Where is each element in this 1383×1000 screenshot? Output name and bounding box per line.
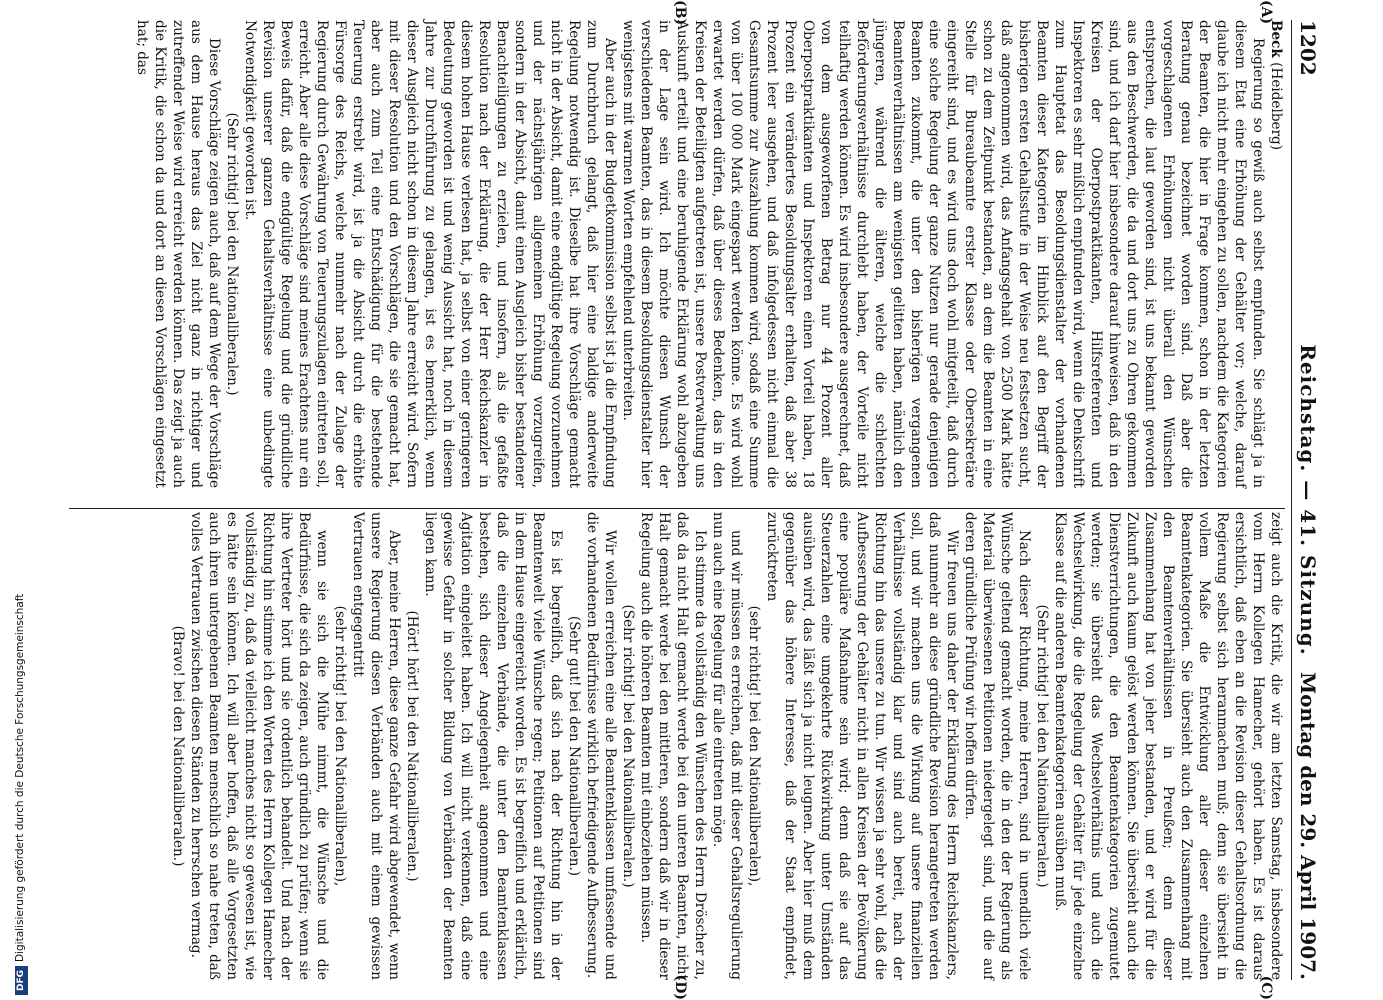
interjection: (Sehr richtig! bei den Nationalliberalen.) xyxy=(620,604,636,888)
text-columns xyxy=(69,0,1291,1000)
margin-marker-c: (C) xyxy=(1258,975,1274,1000)
page-number: 1202 xyxy=(1296,20,1320,76)
session-title: Reichstag. — 41. Sitzung. xyxy=(1296,344,1320,656)
paragraph: Wir freuen uns daher der Erklärung des Herrn Reichskanzlers, daß nunmehr an diese gründliche Revision herangetreten werden soll, und wir machen uns die Wirkung auf unsere finanziellen Verhältnisse vollständig klar und sind auch bereit, nach der Richtung hin das unsere zu tun. Wir wissen ja sehr wohl, daß die Aufbesserung der Gehälter nicht in allen Kreisen der Bevölkerung eine populäre Maßnahme sein wird; denn daß sie auf das Steuerzahlen eine umgekehrte Rückwirkung unter Umständen ausüben wird, das läßt sich ja nicht leugnen. Aber hier muß dem gegenüber das höhere Interesse, daß der Staat empfindet, zurücktreten xyxy=(764,512,960,980)
paragraph: wenn sie sich die Mühe nimmt, die Wünsche und die Bedürfnisse, die sich da zeigen, auch gründlich zu prüfen; wenn sie ihre Vertreter hört und sie ordentlich behandelt. Und nach der Richtung hin stimme ich den Worten des Herrn Kollegen Hamecher vollständig zu, daß da vielleicht manches nicht so gewesen ist, wie es hätte sein können. Ich will aber hoffen, daß alle Vorgesetzten auch ihren untergebenen Beamten menschlich so nahe treten, daß volles Vertrauen zwischen diesen Ständen zu herrschen vermag. xyxy=(188,512,330,980)
column-divider xyxy=(69,508,1285,509)
digitization-credit xyxy=(14,0,28,995)
margin-marker-d: (D) xyxy=(672,974,688,1000)
paragraph: und wir müssen es erreichen, daß mit dieser Gehaltsregulierung nun auch eine Regelung für alle eintreten möge. xyxy=(710,512,744,980)
interjection: (Bravo! bei den Nationalliberalen.) xyxy=(170,625,186,867)
margin-marker-b: (B) xyxy=(672,0,688,26)
paragraph: Ich stimme da vollständig den Wünschen des Herrn Dröscher zu, daß da nicht Halt gemacht werde bei den unteren Beamten, nicht Halt gemacht werde bei den mittleren, sondern daß wir in dieser Regelung auch die höheren Beamten mit einbeziehen müssen. xyxy=(638,512,708,980)
paragraph: zeigt auch die Kritik, die wir am letzten Samstag, insbesondere vom Herrn Kollegen Hamecher, gehört haben. Es ist daraus ersichtlich, daß eben an die Revision dieser Gehaltsordnung die Regierung selbst sich heranmachen muß; denn sie übersieht in vollem Maße die Entwicklung aller dieser einzelnen Beamtenkategorien. Sie übersieht auch den Zusammenhang mit den Beamtenverhältnissen in Preußen; denn dieser Zusammenhang hat von jeher bestanden, und er wird für die Zukunft auch kaum gelöst werden können. Sie übersieht auch die Dienstverrichtungen, die den Beamtenkategorien zugemutet werden; sie übersieht das Wechselverhältnis und auch die Wechselwirkung, die die Regelung der Gehälter für jede einzelne Klasse auf die anderen Beamtenkategorien ausüben muß. xyxy=(1052,512,1284,980)
interjection: (Sehr richtig! bei den Nationalliberalen.) xyxy=(1034,604,1050,888)
dfg-logo: DFG xyxy=(15,966,28,995)
paragraph: Nach dieser Richtung, meine Herren, sind in unendlich viele Wünsche geltend gemacht worden, die in den der Regierung als Material überwiesenen Petitionen niedergelegt sind, und die auf deren gründliche Prüfung wir hoffen dürfen. xyxy=(962,512,1032,980)
speaker-line xyxy=(1267,20,1285,488)
paragraph: Wir wollen erreichen eine alle Beamtenklassen umfassende und die vorhandenen Bedürfnisse wirklich befriedigende Aufbesserung. xyxy=(584,512,618,980)
paragraph: Regierung so gewiß auch selbst empfunden. Sie schlägt ja in diesem Etat eine Erhöhung der Gehälter vor; welche, darauf glaube ich nicht mehr eingehen zu sollen, nachdem die Kategorien der Beamten, die hier in Frage kommen, schon in der letzten Beratung genau bezeichnet worden sind. Daß aber die vorgeschlagenen Erhöhungen nicht überall den Wünschen entsprechen, die laut geworden sind, ist uns bekannt geworden aus den Beschwerden, die da und dort uns zu Ohren gekommen sind, und ich darf hier insbesondere darauf hinweisen, daß in den Kreisen der Oberpostpraktikanten, Hilfsreferenten und Inspektoren es sehr mißlich empfunden wird, wenn die Denkschrift zum Hauptetat das Besoldungsdienstalter der vorhandenen Beamten dieser Kategorien im Hinblick auf den Begriff der bisherigen ersten Gehaltsstufe in der Weise neu festsetzen sucht, daß angenommen wird, das Anfangsgehalt von 2500 Mark hätte schon zu dem Zeitpunkt bestanden, an dem die Beamten in eine Stelle für Bureaubeamte erster Klasse oder Obersekretäre eingereiht sind, und es wird uns doch wohl mitgeteilt, daß durch eine solche Regelung der ganze Nutzen nur gerade denjenigen Beamten zukommt, die unter den bisherigen vergangenen Beamtenverhältnissen am wenigsten gelitten haben, nämlich den jüngeren, während die älteren, welche die schlechten Beförderungsverhältnisse durchlebt haben, der Vorteile nicht teilhaftig werden können. Es wird insbesondere ausgerechnet, daß von dem ausgeworfenen Betrag nur 44 Prozent aller Oberpostpraktikanten und Inspektoren einen Vorteil haben, 18 Prozent ein verändertes Besoldungsalter erhalten, daß aber 38 Prozent leer ausgehen, und daß infolgedessen nicht einmal die Gesamtsumme zur Auszahlung kommen wird, sodaß eine Summe von über 100 000 Mark eingespart werden könne. Es wird wohl erwartet werden dürfen, daß über dieses Bedenken, das in den Kreisen der Beteiligten aufgetreten ist, unsere Postverwaltung uns Auskunft erteilt und eine beruhigende Erklärung wohl abzugeben in der Lage sein wird. Ich möchte diesen Wunsch der verschiedenen Beamten, das in diesem Besoldungsdienstalter hier wenigstens mit warmen Worten empfehlend unterbreiten. xyxy=(620,20,1266,488)
credit-text: Digitalisierung gefördert durch die Deutsche Forschungsgemeinschaft xyxy=(14,593,26,962)
right-column xyxy=(69,512,1285,1000)
interjection: (sehr richtig! bei den Nationalliberalen), xyxy=(332,605,348,887)
session-date: Montag den 29. April 1907. xyxy=(1296,672,1320,980)
speaker-name: Beck xyxy=(1268,20,1284,58)
paragraph: Aber, meine Herren, diese ganze Gefahr wird abgewendet, wenn unsere Regierung diesen Verbänden auch mit einem gewissen Vertrauen entgegentritt xyxy=(350,512,402,980)
page-header xyxy=(1291,20,1322,980)
paragraph: Diese Vorschläge zeigen auch, daß auf dem Wege der Vorschläge aus dem Hause heraus das Ziel nicht ganz in richtiger und zutreffender Weise wird erreicht werden können. Das zeigt ja auch die Kritik, die schon da und dort an diesen Vorschlägen eingesetzt hat; das xyxy=(134,20,222,488)
speaker-note: (Heidelberg) xyxy=(1268,62,1284,151)
interjection: (Sehr gut! bei den Nationalliberalen.) xyxy=(566,615,582,877)
paragraph: Aber auch in der Budgetkommission selbst ist ja die Empfindung zum Durchbruch gelangt, daß hier eine baldige anderweite Regelung notwendig ist. Dieselbe hat ihre Vorschläge gemacht nicht in der Absicht, damit eine endgültige Regelung vorzunehmen und der nächstjährigen allgemeinen Erhöhung vorzugreifen, sondern in der Absicht, damit einen Ausgleich bisher bestandener Benachteiligungen zu erzielen, und insofern, als die gefaßte Resolution nach der Erklärung, die der Herr Reichskanzler in diesem hohen Hause verlesen hat, ja selbst von einer geringeren Bedeutung geworden ist und wenig Aussicht hat, noch in diesem Jahre zur Durchführung zu gelangen, ist es bemerklich, wenn dieser Ausgleich nicht schon in diesem Jahre erreicht wird. Sofern mit dieser Resolution und den Vorschlägen, die sie gemacht hat, aber auch zum Teil eine Entschädigung für die bestehende Teuerung erstrebt wird, ist ja die Absicht durch die erhöhte Fürsorge des Reichs, welche nunmehr nach der Zulage der Regierung durch Gewährung von Teuerungszulagen eintreten soll, erreicht. Aber alle diese Vorschläge sind meines Erachtens nur ein Beweis dafür, daß die endgültige Regelung und die gründliche Revision unserer ganzen Gehaltsverhältnisse eine unbedingte Notwendigkeit geworden ist. xyxy=(242,20,618,488)
document-page xyxy=(30,0,1330,1000)
paragraph: Es ist begreiflich, daß sich nach der Richtung hin in der Beamtenwelt viele Wünsche regen; Petitionen auf Petitionen sind in dem Hause eingereicht worden. Es ist begreiflich und erklärlich, daß die einzelnen Verbände, die unter den Beamtenklassen bestehen, sich dieser Angelegenheit angenommen und eine Agitation eingeleitet haben. Ich will nicht verkennen, daß eine gewisse Gefahr in solcher Bildung von Verbänden der Beamten liegen kann. xyxy=(422,512,564,980)
interjection: (Sehr richtig! bei den Nationalliberalen.) xyxy=(224,112,240,396)
margin-marker-a: (A) xyxy=(1258,0,1274,25)
interjection: (Hört! hört! bei den Nationalliberalen.) xyxy=(404,610,420,882)
interjection: (sehr richtig! bei den Nationalliberalen), xyxy=(746,605,762,887)
left-column xyxy=(69,0,1285,488)
